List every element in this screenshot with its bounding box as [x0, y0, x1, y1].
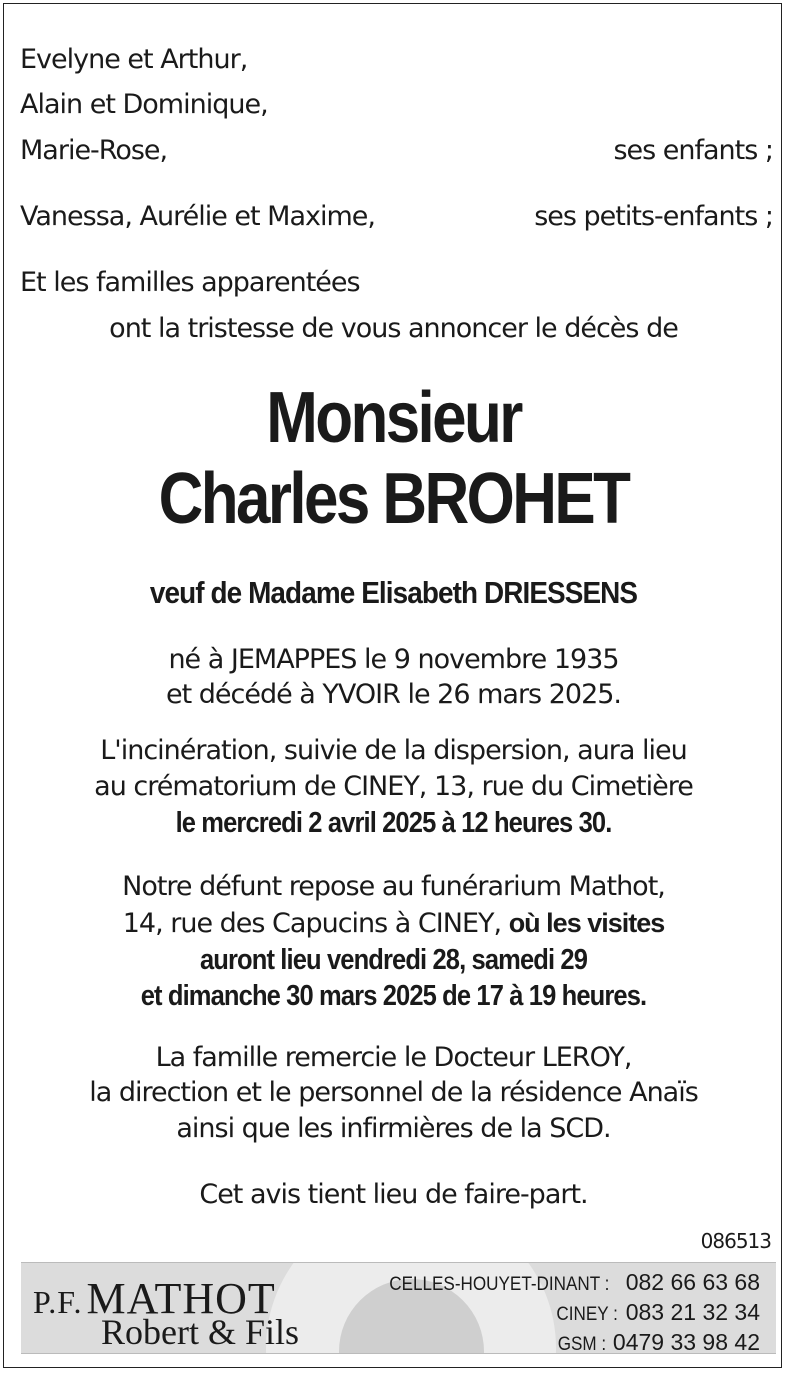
- phone-number[interactable]: 082 66 63 68: [625, 1269, 760, 1295]
- visitation-line-2: [4, 907, 783, 940]
- thanks-line-2: la direction et le personnel de la résidence Anaïs: [89, 1077, 698, 1108]
- reference-number: 086513: [700, 1229, 771, 1253]
- contact-row-dinant: [377, 1269, 760, 1299]
- contact-label: CELLES-HOUYET-DINANT :: [388, 1274, 610, 1295]
- children-role: ses enfants ;: [613, 135, 773, 166]
- phone-number[interactable]: 083 21 32 34: [625, 1299, 760, 1325]
- funeral-home-subtitle: Robert & Fils: [101, 1312, 300, 1352]
- visitation-intro: où les visites: [508, 908, 665, 938]
- thanks-line-1: La famille remercie le Docteur LEROY,: [155, 1042, 632, 1073]
- visitation-address: 14, rue des Capucins à CINEY,: [122, 908, 502, 939]
- ceremony-line-1: L'incinération, suivie de la dispersion, aura lieu: [100, 735, 687, 766]
- contact-list: [377, 1269, 760, 1354]
- announcement: ont la tristesse de vous annoncer le décès de: [109, 313, 678, 344]
- visitation-line-3: auront lieu vendredi 28, samedi 29: [199, 944, 588, 976]
- grandchildren-role: ses petits-enfants ;: [534, 201, 773, 232]
- thanks-line-3: ainsi que les infirmières de la SCD.: [176, 1113, 611, 1144]
- visitation-line-1: Notre défunt repose au funérarium Mathot,: [122, 871, 665, 902]
- closing-line: Cet avis tient lieu de faire-part.: [199, 1179, 588, 1210]
- child-name-2: Alain et Dominique,: [20, 89, 268, 120]
- relatives-line: Et les familles apparentées: [20, 267, 360, 298]
- ceremony-date: le mercredi 2 avril 2025 à 12 heures 30.: [175, 807, 612, 839]
- ceremony-line-2: au crématorium de CINEY, 13, rue du Cimetière: [94, 771, 693, 802]
- widow-of: veuf de Madame Elisabeth DRIESSENS: [149, 575, 638, 610]
- funeral-home-banner: [21, 1262, 776, 1354]
- phone-number[interactable]: 0479 33 98 42: [612, 1329, 760, 1354]
- contact-row-gsm: [377, 1329, 760, 1354]
- visitation-line-4: et dimanche 30 mars 2025 de 17 à 19 heures.: [140, 980, 647, 1012]
- deceased-title: Monsieur: [266, 378, 521, 458]
- death-line: et décédé à YVOIR le 26 mars 2025.: [165, 679, 622, 710]
- contact-label: CINEY :: [556, 1304, 618, 1325]
- obituary-notice: [3, 3, 782, 1368]
- child-name-1: Evelyne et Arthur,: [20, 44, 248, 75]
- funeral-home-name: MATHOT: [86, 1274, 276, 1323]
- contact-label: GSM :: [557, 1334, 606, 1354]
- birth-line: né à JEMAPPES le 9 novembre 1935: [168, 644, 619, 675]
- funeral-home-prefix: P.F.: [33, 1284, 83, 1320]
- grandchildren-names: Vanessa, Aurélie et Maxime,: [20, 201, 375, 232]
- deceased-name: Charles BROHET: [158, 459, 629, 539]
- contact-row-ciney: [377, 1299, 760, 1329]
- child-name-3: Marie-Rose,: [20, 135, 168, 166]
